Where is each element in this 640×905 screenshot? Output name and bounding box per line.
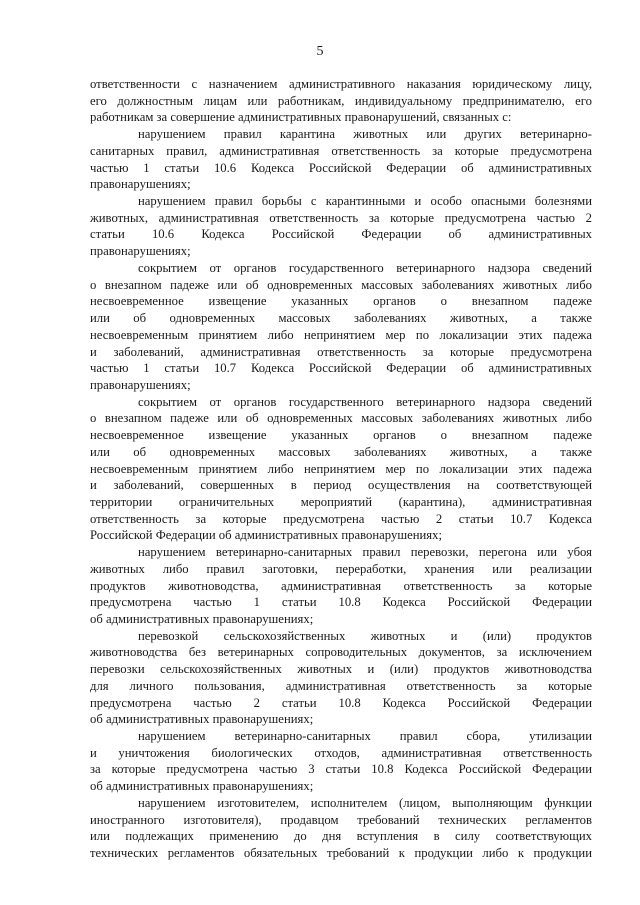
paragraph-line: правонарушениях; <box>90 377 191 392</box>
paragraph-line: о внезапном падеже или об одновременных массовых заболеваниях животных либо <box>90 411 592 426</box>
paragraph-line: нарушением правил борьбы с карантинными и особо опасными болезнями <box>138 194 592 209</box>
paragraph-line: или об одновременных массовых заболеваниях животных, а также <box>90 444 592 459</box>
document-body <box>90 76 592 862</box>
paragraph-line: об административных правонарушениях; <box>90 612 314 626</box>
paragraph-line: нарушением изготовителем, исполнителем (лицом, выполняющим функции <box>138 795 592 810</box>
paragraph-line: частью 1 статьи 10.6 Кодекса Российской Федерации об административных <box>90 160 592 175</box>
paragraph-line: перевозки сельскохозяйственных животных и (или) продуктов животноводства <box>90 662 592 677</box>
paragraph-line: территории ограничительных мероприятий (карантина), административная <box>90 494 592 509</box>
paragraph-line: или об одновременных массовых заболеваниях животных, а также <box>90 311 592 326</box>
paragraph-line: ответственность за которые предусмотрена частью 2 статьи 10.7 Кодекса <box>90 511 592 526</box>
paragraph <box>90 260 592 394</box>
paragraph-line: несвоевременным принятием либо непринятием мер по локализации этих падежа <box>90 461 592 476</box>
paragraph-line: для личного пользования, административная ответственность за которые <box>90 678 592 693</box>
paragraph-line: животноводства без ветеринарных сопроводительных документов, за исключением <box>90 645 592 660</box>
paragraph-line: животных либо правил заготовки, переработки, хранения или реализации <box>90 561 592 576</box>
paragraph-line: предусмотрена частью 2 статьи 10.8 Кодекса Российской Федерации <box>90 695 592 710</box>
paragraph-line: об административных правонарушениях; <box>90 779 314 794</box>
paragraph-line: несвоевременное извещение указанных органов о внезапном падеже <box>90 294 592 309</box>
paragraph-line: правонарушениях; <box>90 244 191 259</box>
paragraph-line: нарушением ветеринарно-санитарных правил сбора, утилизации <box>138 729 592 744</box>
paragraph-line: работникам за совершение административных правонарушений, связанных с: <box>90 110 512 125</box>
paragraph-line: перевозкой сельскохозяйственных животных и (или) продуктов <box>138 628 592 643</box>
paragraph <box>90 76 592 126</box>
paragraph <box>90 628 592 728</box>
paragraph-line: об административных правонарушениях; <box>90 712 314 727</box>
paragraph-line: предусмотрена частью 1 статьи 10.8 Кодекса Российской Федерации <box>90 595 592 610</box>
paragraph-line: за которые предусмотрена частью 3 статьи 10.8 Кодекса Российской Федерации <box>90 762 592 777</box>
paragraph-line: несвоевременным принятием либо непринятием мер по локализации этих падежа <box>90 327 592 342</box>
paragraph <box>90 728 592 795</box>
paragraph <box>90 544 592 628</box>
paragraph <box>90 126 592 193</box>
paragraph-line: и уничтожения биологических отходов, административная ответственность <box>90 745 592 760</box>
paragraph-line: ответственности с назначением административного наказания юридическому лицу, <box>90 77 592 91</box>
paragraph-line: и заболеваний, административная ответственность за которые предусмотрена <box>90 344 592 359</box>
paragraph <box>90 394 592 544</box>
paragraph-line: несвоевременное извещение указанных органов о внезапном падеже <box>90 428 592 443</box>
paragraph-line: или подлежащих применению до дня вступления в силу соответствующих <box>90 829 592 844</box>
paragraph-line: сокрытием от органов государственного ветеринарного надзора сведений <box>138 394 592 409</box>
paragraph-line: сокрытием от органов государственного ветеринарного надзора сведений <box>138 260 592 275</box>
paragraph-line: нарушением ветеринарно-санитарных правил перевозки, перегона или убоя <box>138 545 592 560</box>
paragraph-line: иностранного изготовителя), продавцом требований технических регламентов <box>90 812 592 827</box>
paragraph-line: его должностным лицам или работникам, индивидуальному предпринимателю, его <box>90 93 592 108</box>
paragraph-line: Российской Федерации об административных правонарушениях; <box>90 528 443 543</box>
paragraph-line: о внезапном падеже или об одновременных массовых заболеваниях животных либо <box>90 277 592 292</box>
paragraph <box>90 193 592 260</box>
paragraph-line: животных, административная ответственность за которые предусмотрена частью 2 <box>90 210 592 225</box>
paragraph-line: технических регламентов обязательных требований к продукции либо к продукции <box>90 846 592 861</box>
paragraph <box>90 795 592 862</box>
paragraph-line: продуктов животноводства, административная ответственность за которые <box>90 578 592 593</box>
paragraph-line: частью 1 статьи 10.7 Кодекса Российской Федерации об административных <box>90 361 592 376</box>
page-number: 5 <box>316 44 324 59</box>
paragraph-line: нарушением правил карантина животных или других ветеринарно- <box>138 127 592 142</box>
paragraph-line: правонарушениях; <box>90 177 191 192</box>
paragraph-line: статьи 10.6 Кодекса Российской Федерации об административных <box>90 227 592 242</box>
paragraph-line: и заболеваний, совершенных в период осуществления на соответствующей <box>90 478 592 493</box>
paragraph-line: санитарных правил, административная ответственность за которые предусмотрена <box>90 143 592 158</box>
